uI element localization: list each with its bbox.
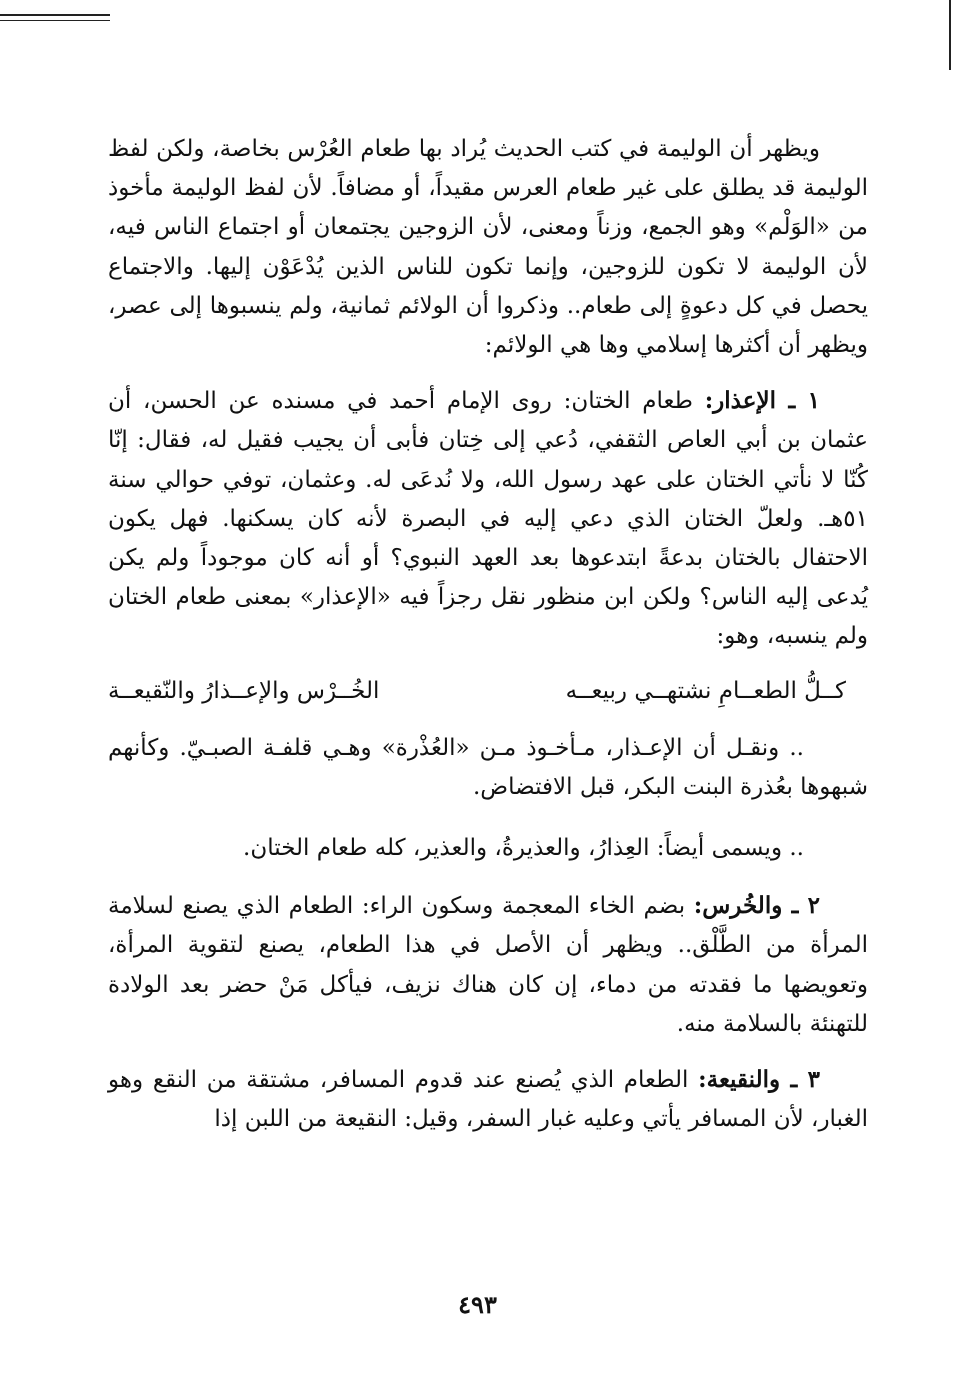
paragraph-text: بضم الخاء المعجمة وسكون الراء: الطعام الذي يصنع لسلامة المرأة من الطَّلْق.. ويظهر أن الأصل في هذا الطعام، يصنع لتقوية المرأة، وتعويضها ما فقدته من دماء، إن كان هناك نزيف، فيأكل مَنْ حضر بعد الولادة للتهنئة بالسلامة منه. [108, 893, 868, 1037]
page-number: ٤٩٣ [458, 1290, 497, 1319]
scan-edge-top [0, 14, 110, 16]
poetry-verse [108, 671, 846, 711]
paragraph-text: طعام الختان: روى الإمام أحمد في مسنده عن الحسن، أن عثمان بن أبي العاص الثقفي، دُعي إلى خِتان فأبى أن يجيب فقيل له، فقال: إنّا كُنّا لا نأتي الختان على عهد رسول الله، ولا نُدعَى له. وعثمان، توفي حوالي سنة ٥١هـ. ولعلّ الختان الذي دعي إليه في البصرة لأنه كان يسكنها. فهل يكون الاحتفال بالختان بدعةً ابتدعوها بعد العهد النبوي؟ أو أنه كان موجوداً ولم يكن يُدعى إليه الناس؟ ولكن ابن منظور نقل رجزاً فيه «الإعذار» بمعنى طعام الختان ولم ينسبه، وهو: [108, 388, 868, 650]
paragraph-naqia [108, 1060, 868, 1139]
paragraph-text: ويظهر أن الوليمة في كتب الحديث يُراد بها طعام العُرْس بخاصة، ولكن لفظ الوليمة قد يطلق على غير طعام العرس مقيداً، أو مضافاً. لأن لفظ الوليمة مأخوذ من «الوَلْم» وهو الجمع، وزناً ومعنى، لأن الزوجين يجتمعان أو اجتماع الناس فيه، لأن الوليمة لا تكون للزوجين، وإنما تكون للناس الذين يُدْعَوْن إليها. والاجتماع يحصل في كل دعوةٍ إلى طعام.. وذكروا أن الولائم ثمانية، ولم ينسبوها إلى عصر، ويظهر أن أكثرها إسلامي وها هي الولائم: [108, 136, 868, 359]
paragraph-iedhar [108, 381, 868, 656]
note-other-names: .. ويسمى أيضاً: العِذارُ، والعذيرةُ، والعذير، كله طعام الختان. [243, 835, 804, 862]
paragraph-khurs [108, 886, 868, 1044]
scan-edge-right [949, 0, 951, 70]
verse-first-hemistich: كــلُّ الطعــامِ نشتهــي ربيعــه [565, 677, 846, 704]
document-body [108, 130, 868, 1139]
section-heading-khurs: ٢ ـ والخُرس: [693, 892, 820, 920]
scan-edge-top-2 [0, 20, 110, 21]
verse-second-hemistich: الخُــرْس والإعــذارُ والنّقيعــة [108, 677, 380, 704]
section-heading-naqia: ٣ ـ والنقيعة: [698, 1066, 820, 1094]
section-heading-iedhar: ١ ـ الإعذار: [704, 387, 820, 415]
paragraph-walima-intro [108, 130, 868, 365]
note-udhra: .. ونقـل أن الإعـذار، مـأخـوذ مـن «العُذْرة» وهـي قلفـة الصبـيّ. وكأنهم شبهوها بعُذرة البنت البكر، قبل الافتضاض. [108, 734, 868, 800]
paragraph-text: الطعام الذي يُصنع عند قدوم المسافر، مشتقة من النقع وهو الغبار، لأن المسافر يأتي وعليه غبار السفر، وقيل: النقيعة من اللبن إذا [108, 1067, 868, 1133]
